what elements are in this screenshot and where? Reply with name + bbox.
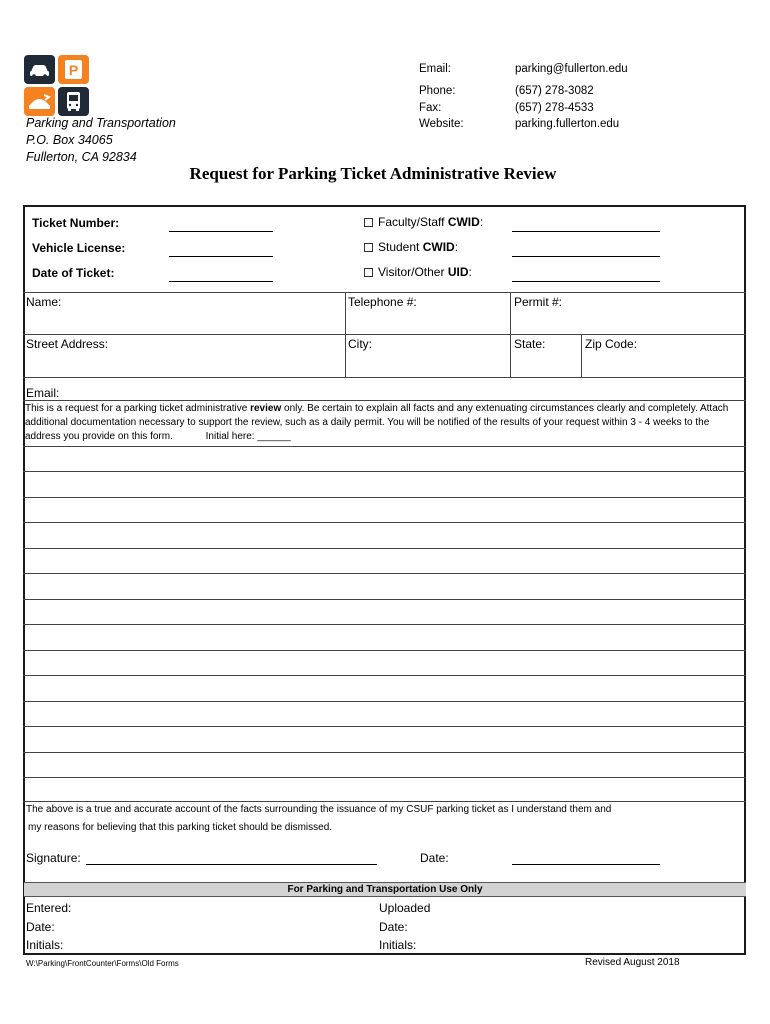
explanation-line[interactable] [23, 573, 746, 574]
office-use-header: For Parking and Transportation Use Only [24, 882, 746, 897]
vehicle-license-label: Vehicle License: [32, 241, 126, 255]
instructions-text [25, 402, 743, 444]
explanation-line[interactable] [23, 624, 746, 625]
ticket-number-label: Ticket Number: [32, 216, 120, 230]
entered-label: Entered: [26, 901, 72, 915]
divider [23, 292, 746, 293]
office-initials-label-right: Initials: [379, 938, 417, 952]
phone-label: Phone: [419, 85, 456, 97]
affirmation-line1: The above is a true and accurate account of the facts surrounding the issuance of my CSUF parking ticket as I understand them and [26, 804, 612, 815]
student-cwid-bold: CWID [422, 240, 455, 254]
org-city: Fullerton, CA 92834 [26, 150, 137, 164]
explanation-line[interactable] [23, 497, 746, 498]
initial-here[interactable]: Initial here: ______ [205, 431, 291, 442]
explanation-line[interactable] [23, 801, 746, 802]
instructions-bold: review [250, 403, 282, 414]
fax-label: Fax: [419, 102, 442, 114]
faculty-checkbox[interactable] [364, 218, 373, 227]
visitor-uid-option[interactable] [364, 265, 472, 279]
student-cwid-option[interactable] [364, 240, 458, 254]
phone-value: (657) 278-3082 [515, 85, 594, 97]
explanation-line[interactable] [23, 446, 746, 447]
parking-p-icon [58, 55, 89, 84]
instructions-part1: This is a request for a parking ticket administrative [25, 403, 251, 414]
visitor-label: Visitor/Other [378, 265, 448, 279]
permit-field[interactable]: Permit #: [514, 295, 563, 309]
affirmation-line2: my reasons for believing that this parking ticket should be dismissed. [28, 822, 333, 833]
fax-value: (657) 278-4533 [515, 102, 594, 114]
divider [23, 400, 746, 401]
visitor-uid-bold: UID [447, 265, 469, 279]
faculty-colon: : [479, 215, 484, 229]
student-label: Student [378, 240, 423, 254]
revision-date: Revised August 2018 [585, 957, 680, 968]
explanation-line[interactable] [23, 599, 746, 600]
form-frame [23, 205, 746, 955]
office-date-label-right: Date: [379, 920, 408, 934]
zip-code-field[interactable]: Zip Code: [585, 337, 638, 351]
visitor-uid-field[interactable] [512, 281, 660, 282]
org-po-box: P.O. Box 34065 [26, 133, 113, 147]
ticket-number-field[interactable] [169, 231, 273, 232]
email-label: Email: [419, 63, 451, 75]
street-address-field[interactable]: Street Address: [26, 337, 109, 351]
signature-label: Signature: [26, 851, 81, 865]
divider [23, 377, 746, 378]
explanation-line[interactable] [23, 548, 746, 549]
explanation-line[interactable] [23, 752, 746, 753]
visitor-checkbox[interactable] [364, 268, 373, 277]
rideshare-icon [24, 87, 55, 116]
org-address [26, 115, 176, 166]
explanation-line[interactable] [23, 726, 746, 727]
divider [581, 334, 582, 377]
telephone-field[interactable]: Telephone #: [348, 295, 417, 309]
email-field[interactable]: Email: [26, 386, 60, 400]
faculty-cwid-field[interactable] [512, 231, 660, 232]
bus-icon [58, 87, 89, 116]
vehicle-license-field[interactable] [169, 256, 273, 257]
org-name: Parking and Transportation [26, 116, 176, 130]
student-checkbox[interactable] [364, 243, 373, 252]
office-initials-label-left: Initials: [26, 938, 64, 952]
website-label: Website: [419, 118, 464, 130]
name-field[interactable]: Name: [26, 295, 62, 309]
state-field[interactable]: State: [514, 337, 546, 351]
explanation-line[interactable] [23, 471, 746, 472]
parking-logo [24, 55, 90, 116]
explanation-line[interactable] [23, 650, 746, 651]
city-field[interactable]: City: [348, 337, 372, 351]
form-title: Request for Parking Ticket Administrative Review [189, 164, 557, 183]
file-path: W:\Parking\FrontCounter\Forms\Old Forms [26, 959, 179, 968]
website-value[interactable]: parking.fullerton.edu [515, 118, 620, 130]
signature-date-label: Date: [420, 851, 449, 865]
student-cwid-field[interactable] [512, 256, 660, 257]
date-of-ticket-field[interactable] [169, 281, 273, 282]
faculty-cwid-bold: CWID [447, 215, 480, 229]
explanation-line[interactable] [23, 701, 746, 702]
office-date-label-left: Date: [26, 920, 55, 934]
divider [23, 334, 746, 335]
explanation-line[interactable] [23, 522, 746, 523]
instructions-part2: only. Be certain to explain all facts and any extenuating circumstances clearly and completely. Attach additional documentation necessary to support the review, such as a daily permit. You will be notified of the results of your request within 3 - 4 weeks to the address you provide on this form. [25, 403, 729, 442]
signature-date-field[interactable] [512, 864, 660, 865]
faculty-label: Faculty/Staff [378, 215, 448, 229]
svg-text:P: P [68, 62, 79, 78]
date-of-ticket-label: Date of Ticket: [32, 266, 115, 280]
signature-field[interactable] [86, 864, 377, 865]
explanation-line[interactable] [23, 675, 746, 676]
uploaded-label: Uploaded [379, 901, 431, 915]
student-colon: : [454, 240, 459, 254]
visitor-colon: : [468, 265, 472, 279]
faculty-cwid-option[interactable] [364, 215, 483, 229]
explanation-line[interactable] [23, 777, 746, 778]
email-value[interactable]: parking@fullerton.edu [515, 63, 628, 75]
car-icon [24, 55, 55, 84]
